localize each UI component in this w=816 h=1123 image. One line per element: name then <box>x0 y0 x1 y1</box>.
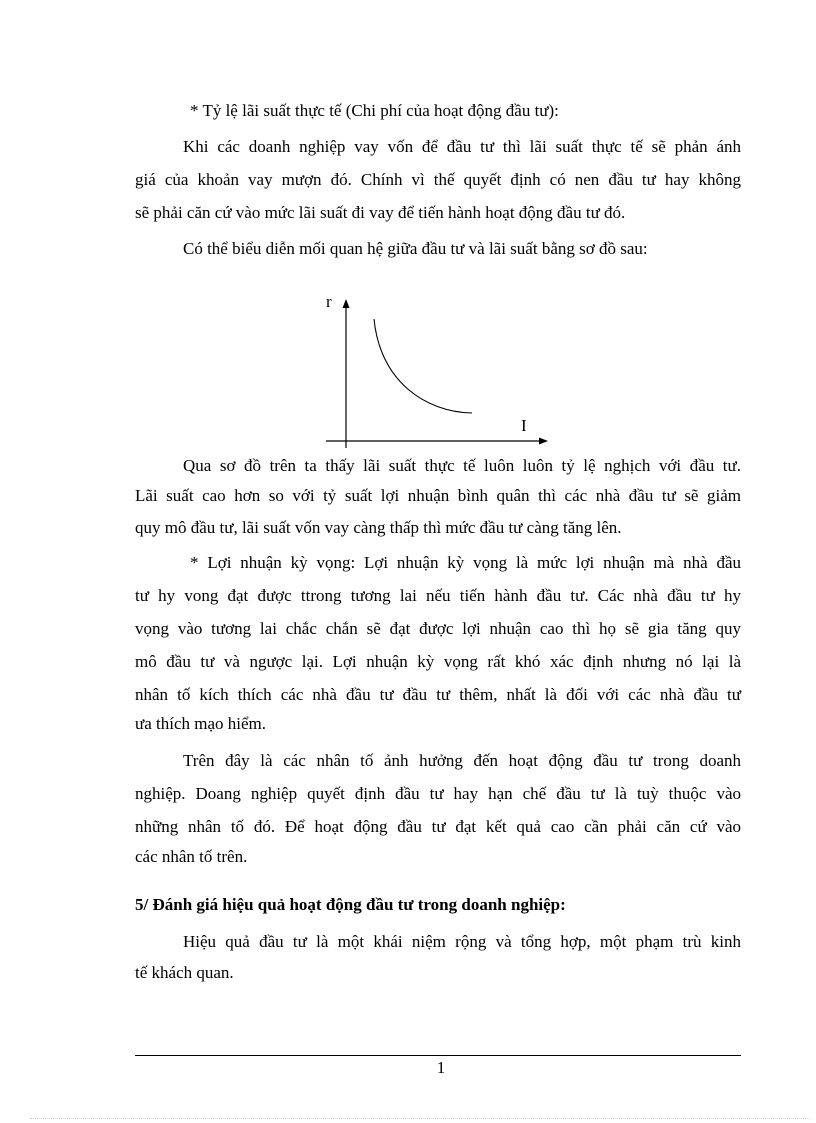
paragraph-line: ưa thích mạo hiểm. <box>135 714 267 733</box>
paragraph-line: tế khách quan. <box>135 963 234 982</box>
paragraph-line: Trên đây là các nhân tố ảnh hưởng đến hoạt động đầu tư trong doanh <box>183 751 741 770</box>
paragraph-line: giá của khoản vay mượn đó. Chính vì thế quyết định có nen đầu tư hay không <box>135 170 741 189</box>
y-axis-label: r <box>326 292 332 311</box>
paragraph-line: Khi các doanh nghiệp vay vốn để đầu tư thì lãi suất thực tế sẽ phản ánh <box>183 137 741 156</box>
y-axis-arrow-icon <box>343 299 350 308</box>
paragraph-line: những nhân tố đó. Để hoạt động đầu tư đạt kết quả cao cần phải căn cứ vào <box>135 817 741 836</box>
footer-rule <box>135 1055 741 1056</box>
x-axis-arrow-icon <box>539 438 548 445</box>
paragraph-line: tư hy vong đạt được ttrong tương lai nếu tiến hành đầu tư. Các nhà đầu tư hy <box>135 586 741 605</box>
paragraph-line: các nhân tố trên. <box>135 847 248 866</box>
paragraph-line: Lãi suất cao hơn so với tỷ suất lợi nhuận bình quân thì các nhà đầu tư sẽ giảm <box>135 486 741 505</box>
paragraph-line: mô đầu tư và ngược lại. Lợi nhuận kỳ vọng rất khó xác định nhưng nó lại là <box>135 652 741 671</box>
paragraph-line: nghiệp. Doang nghiệp quyết định đầu tư hay hạn chế đầu tư là tuỳ thuộc vào <box>135 784 741 803</box>
interest-investment-diagram <box>310 286 550 456</box>
paragraph-line: Qua sơ đồ trên ta thấy lãi suất thực tế luôn luôn tỷ lệ nghịch với đầu tư. <box>183 456 741 475</box>
paragraph-line: vọng vào tương lai chắc chắn sẽ đạt được lợi nhuận cao thì họ sẽ gia tăng quy <box>135 619 741 638</box>
paragraph-line: sẽ phải căn cứ vào mức lãi suất đi vay để tiến hành hoạt động đầu tư đó. <box>135 203 626 222</box>
paragraph-line: nhân tố kích thích các nhà đầu tư đầu tư thêm, nhất là đối với các nhà đầu tư <box>135 685 741 704</box>
paragraph-line: Hiệu quả đầu tư là một khái niệm rộng và tổng hợp, một phạm trù kinh <box>183 932 741 951</box>
demand-curve <box>374 319 472 413</box>
diagram-intro: Có thể biểu diễn mối quan hệ giữa đầu tư và lãi suất bằng sơ đồ sau: <box>183 239 648 258</box>
section-heading: 5/ Đánh giá hiệu quả hoạt động đầu tư trong doanh nghiệp: <box>135 895 566 914</box>
page-edge-divider <box>30 1118 810 1119</box>
page-number: 1 <box>436 1058 446 1077</box>
x-axis-label: I <box>521 416 527 435</box>
paragraph-line: quy mô đầu tư, lãi suất vốn vay càng thấp thì mức đầu tư càng tăng lên. <box>135 518 622 537</box>
expected-profit-heading: * Lợi nhuận kỳ vọng: Lợi nhuận kỳ vọng là mức lợi nhuận mà nhà đầu <box>190 553 741 572</box>
interest-rate-heading: * Tỷ lệ lãi suất thực tế (Chi phí của hoạt động đầu tư): <box>190 101 559 120</box>
